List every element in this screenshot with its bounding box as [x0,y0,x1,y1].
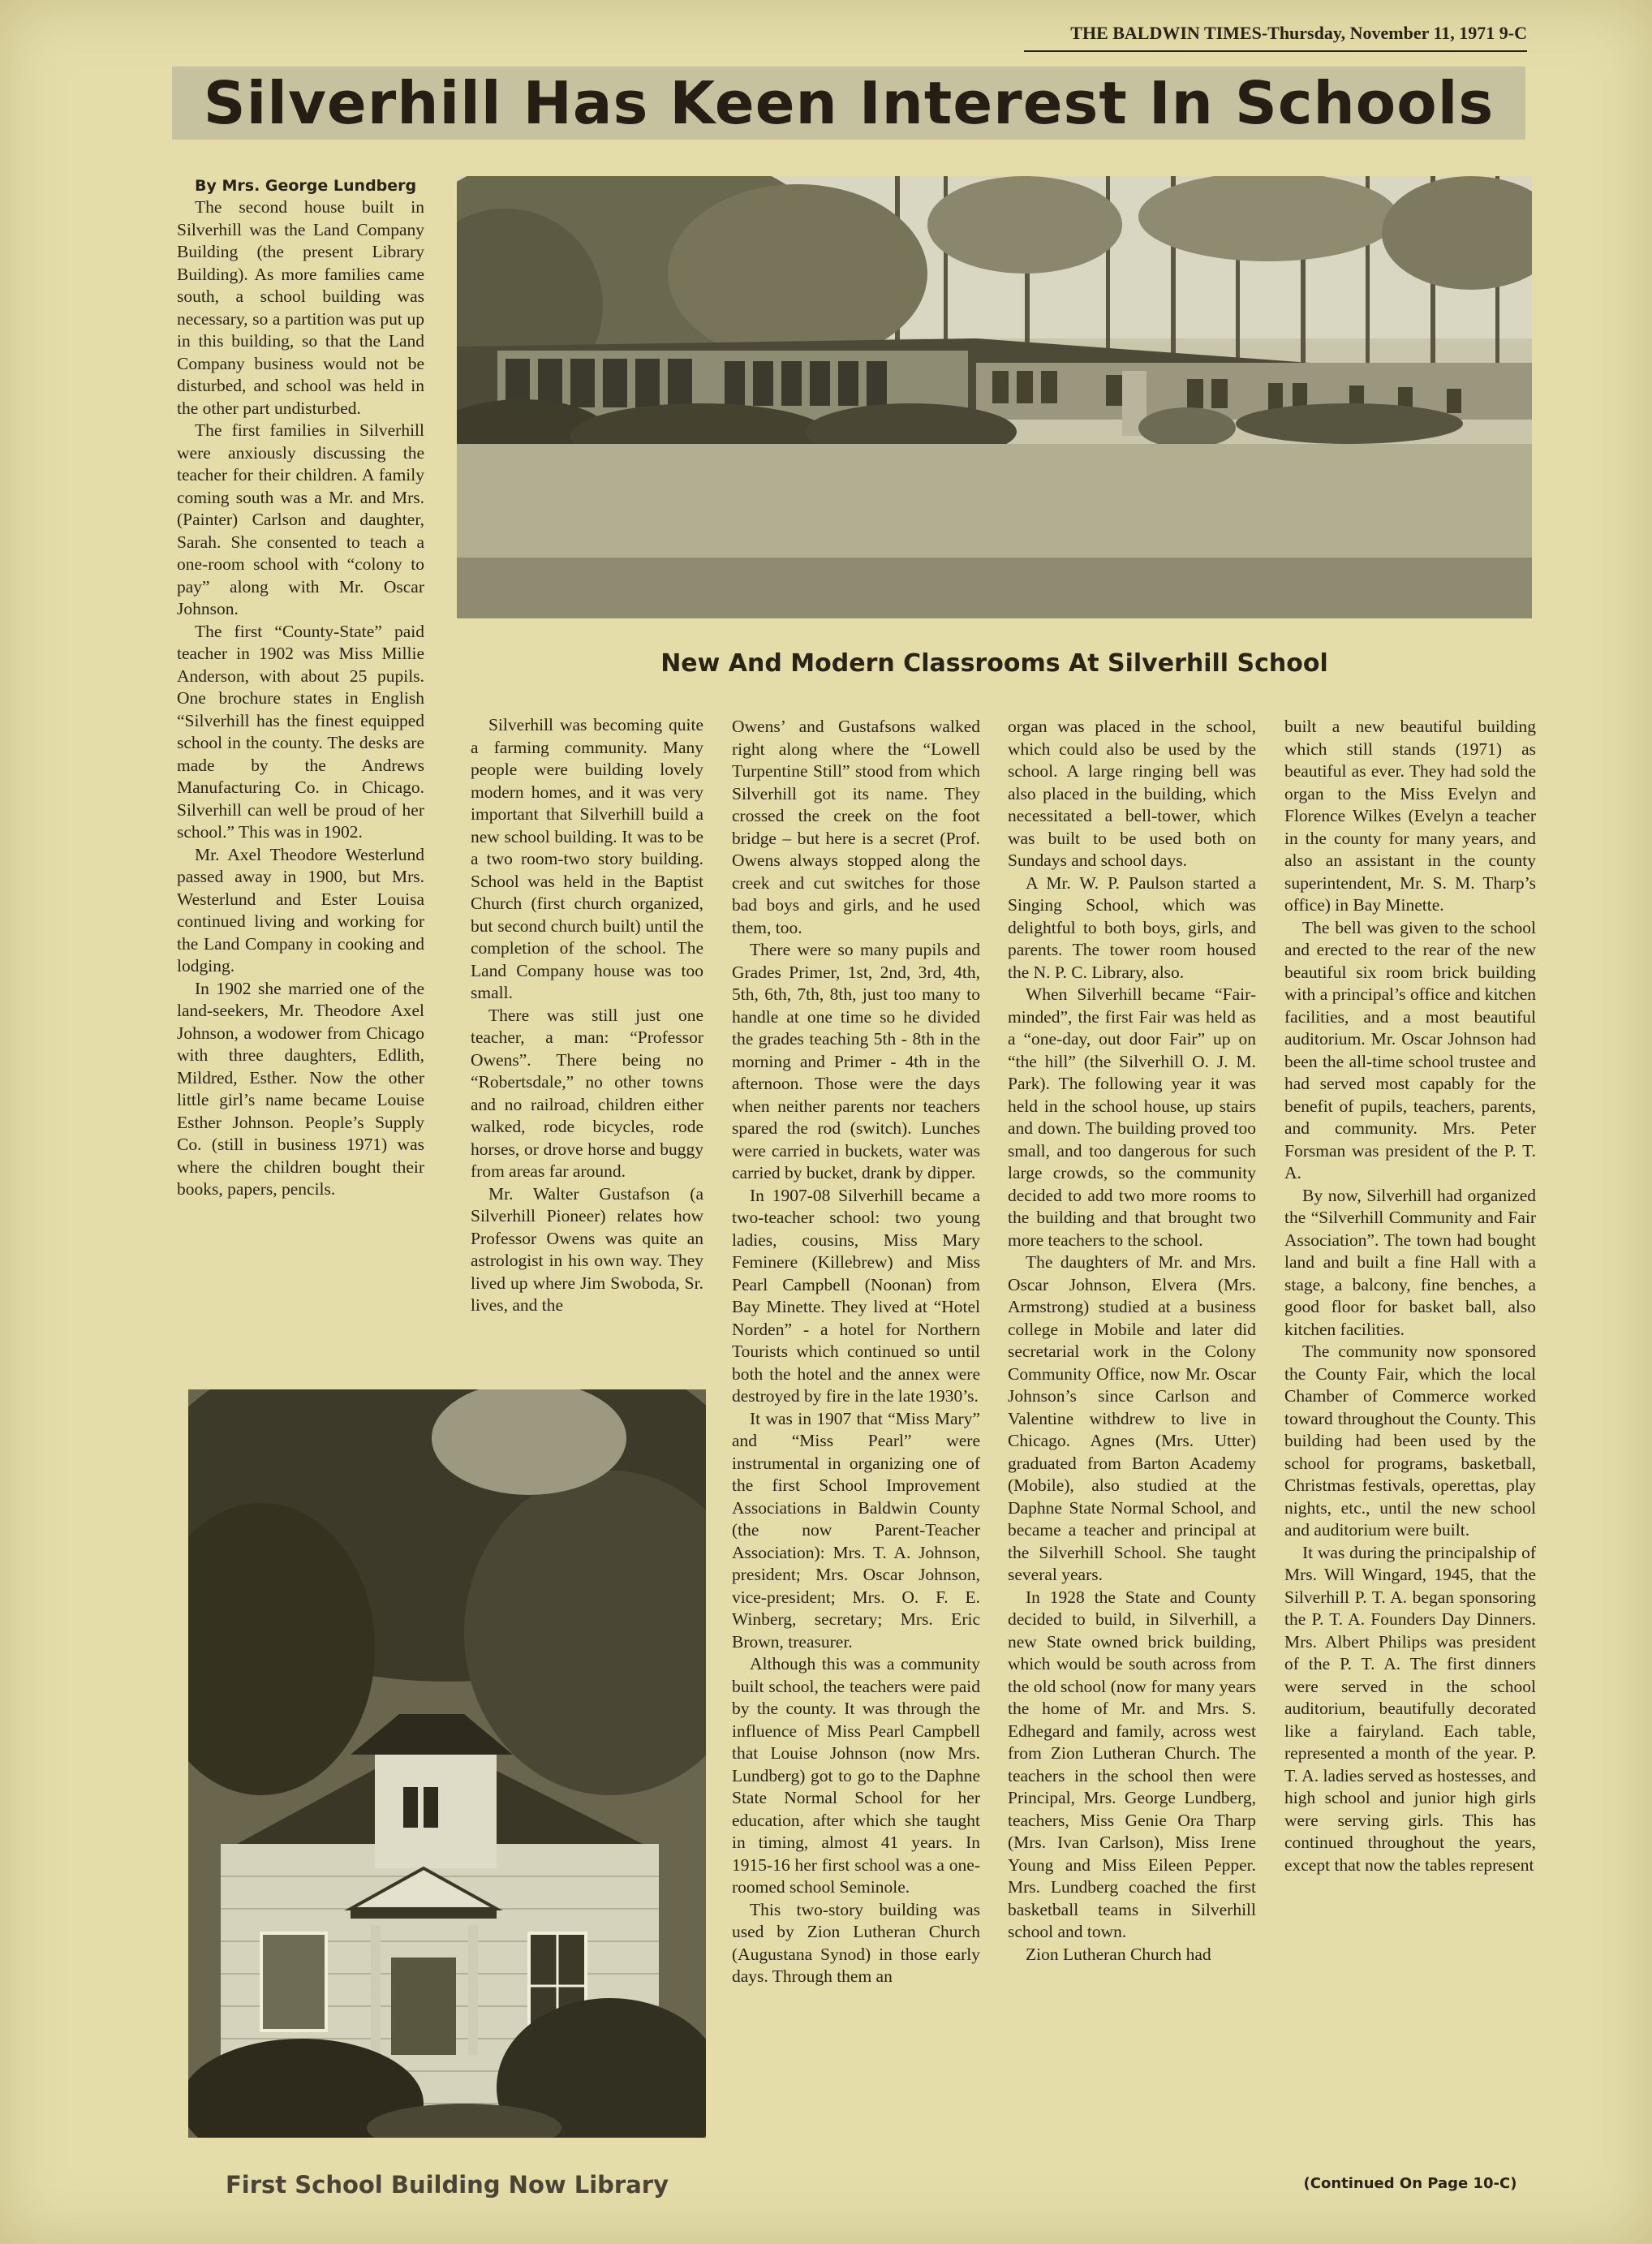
article-column-5 [1284,716,1536,2169]
paragraph: It was during the principalship of Mrs. Will Wingard, 1945, that the Silverhill P. T. A. began sponsoring the P. T. A. Founders Day Dinners. Mrs. Albert Philips was president of the P. T. A. The first dinners were served in the school auditorium, beautifully decorated like a fairyland. Each table, represented a month of the year. P. T. A. ladies served as hostesses, and high school and junior high girls were serving girls. This has continued throughout the years, except that now the tables represent [1284,1542,1536,1875]
paragraph: The first “County-State” paid teacher in 1902 was Miss Millie Anderson, with about 25 pupils. One brochure states in English “Silverhill has the finest equipped school in the county. The desks are made by the Andrews Manufacturing Co. in Chicago. Silverhill can well be proud of her school.” This was in 1902. [177,621,424,842]
article-column-2 [471,714,703,1370]
paragraph: The bell was given to the school and erected to the rear of the new beautiful six room brick building with a principal’s office and kitchen facilities, and a most beautiful auditorium. Mr. Oscar Johnson had been the all-time school trustee and had served most capably for the benefit of pupils, teachers, parents, and community. Mrs. Peter Forsman was president of the P. T. A. [1284,917,1536,1182]
paragraph: There were so many pupils and Grades Primer, 1st, 2nd, 3rd, 4th, 5th, 6th, 7th, 8th, just too many to handle at one time so he divided the grades teaching 5th - 8th in the morning and Primer - 4th in the afternoon. Those were the days when neither parents nor teachers spared the rod (switch). Lunches were carried in buckets, water was carried by bucket, drank by dipper. [732,940,980,1182]
paragraph: Owens’ and Gustafsons walked right along where the “Lowell Turpentine Still” stood from which Silverhill got its name. They crossed the creek on the foot bridge – but here is a secret (Prof. Owens always stopped along the creek and cut switches for those bad boys and girls, and he used them, too. [732,717,980,937]
classrooms-photo-caption: New And Modern Classrooms At Silverhill School [660,649,1328,678]
article-column-3 [732,716,980,2198]
paragraph: built a new beautiful building which still stands (1971) as beautiful as ever. They had sold the organ to the Miss Evelyn and Florence Wilkes (Evelyn a teacher in the county for many years, and also an assistant in the county superintendent, Mr. S. M. Tharp’s office) in Bay Minette. [1284,717,1536,915]
paragraph: Silverhill was becoming quite a farming community. Many people were building lovely modern homes, and it was very important that Silverhill build a new school building. It was to be a two room-two story building. School was held in the Baptist Church (first church organized, but second church built) until the completion of the school. The Land Company house was too small. [471,715,703,1002]
paragraph: It was in 1907 that “Miss Mary” and “Miss Pearl” were instrumental in organizing one of the first School Improvement Associations in Baldwin County (the now Parent-Teacher Association): Mrs. T. A. Johnson, president; Mrs. Oscar Johnson, vice-president; Mrs. O. F. E. Winberg, secretary; Mrs. Eric Brown, treasurer. [732,1408,980,1652]
first-school-photo [188,1389,706,2138]
first-school-photo-caption: First School Building Now Library [225,2171,669,2199]
paragraph: Zion Lutheran Church had [1026,1944,1211,1964]
paragraph: organ was placed in the school, which could also be used by the school. A large ringing bell was also placed in the building, which necessitated a bell-tower, which was built to be used both on Sundays and school days. [1008,717,1256,870]
article-column-4 [1008,716,1256,2198]
paragraph: The daughters of Mr. and Mrs. Oscar Johnson, Elvera (Mrs. Armstrong) studied at a business college in Mobile and later did secretarial work in the Colony Community Office, now Mr. Oscar Johnson’s since Carlson and Valentine withdrew to live in Chicago. Agnes (Mrs. Utter) graduated from Barton Academy (Mobile), also studied at the Daphne State Normal School, and became a teacher and principal at the Silverhill School. She taught several years. [1008,1252,1256,1584]
article-column-1 [177,196,424,1367]
paragraph: In 1907-08 Silverhill became a two-teacher school: two young ladies, cousins, Miss Mary Feminere (Killebrew) and Miss Pearl Campbell (Noonan) from Bay Minette. They lived at “Hotel Norden” - a hotel for Northern Tourists which continued so until both the hotel and the annex were destroyed by fire in the late 1930’s. [732,1185,980,1406]
byline: By Mrs. George Lundberg [195,177,417,195]
paragraph: In 1928 the State and County decided to build, in Silverhill, a new State owned brick building, which would be south across from the old school (now for many years the home of Mr. and Mrs. S. Edhegard and family, across west from Zion Lutheran Church. The teachers in the school then were Principal, Mrs. George Lundberg, teachers, Miss Genie Ora Tharp (Mrs. Ivan Carlson), Miss Irene Young and Miss Eileen Pepper. Mrs. Lundberg coached the first basketball teams in Silverhill school and town. [1008,1587,1256,1941]
paragraph: This two-story building was used by Zion Lutheran Church (Augustana Synod) in those early days. Through them an [732,1899,980,1986]
running-head: THE BALDWIN TIMES-Thursday, November 11, 1971 9-C [1024,23,1527,52]
paragraph: Although this was a community built school, the teachers were paid by the county. It was through the influence of Miss Pearl Campbell that Louise Johnson (now Mrs. Lundberg) got to go to the Daphne State Normal School for her education, after which she taught in timing, almost 41 years. In 1915-16 her first school was a one-roomed school Seminole. [732,1654,980,1897]
classrooms-photo [457,176,1532,618]
paragraph: Mr. Walter Gustafson (a Silverhill Pioneer) relates how Professor Owens was quite an astrologist in his own way. They lived up where Jim Swoboda, Sr. lives, and the [471,1183,703,1315]
paragraph: There was still just one teacher, a man: “Professor Owens”. There being no “Robertsdale,” no other towns and no railroad, children either walked, rode bicycles, rode horses, or drove horse and buggy from areas far around. [471,1005,703,1181]
paragraph: The second house built in Silverhill was the Land Company Building (the present Library Building). As more families came south, a school building was necessary, so a partition was put up in this building, so that the Land Company business would not be disturbed, and school was held in the other part undisturbed. [177,197,424,418]
paragraph: In 1902 she married one of the land-seekers, Mr. Theodore Axel Johnson, a wodower from Chicago with three daughters, Edlith, Mildred, Esther. Now the other little girl’s name became Louise Esther Johnson. People’s Supply Co. (still in business 1971) was where the children bought their books, papers, pencils. [177,978,424,1199]
paragraph: Mr. Axel Theodore Westerlund passed away in 1900, but Mrs. Westerlund and Ester Louisa continued living and working for the Land Company in cooking and lodging. [177,844,424,976]
paragraph: A Mr. W. P. Paulson started a Singing School, which was delightful to both boys, girls, and parents. The tower room housed the N. P. C. Library, also. [1008,872,1256,982]
continued-notice: (Continued On Page 10-C) [1303,2175,1517,2192]
paragraph: When Silverhill became “Fair-minded”, the first Fair was held as a “one-day, out door Fair” up on “the hill” (the Silverhill O. J. M. Park). The following year it was held in the school house, up stairs and down. The building proved too small, and too dangerous for such large crowds, so the community decided to add two more rooms to the building and that brought two more teachers to the school. [1008,984,1256,1250]
paragraph: The community now sponsored the County Fair, which the local Chamber of Commerce worked toward throughout the County. This building had been used by the school for programs, basketball, Christmas festivals, operettas, play nights, etc., until the new school and auditorium were built. [1284,1342,1536,1540]
headline: Silverhill Has Keen Interest In Schools [203,69,1495,137]
paragraph: By now, Silverhill had organized the “Silverhill Community and Fair Association”. The town had bought land and built a fine Hall with a stage, a balcony, fine benches, a good floor for basket ball, also kitchen facilities. [1284,1185,1536,1339]
paragraph: The first families in Silverhill were anxiously discussing the teacher for their children. A family coming south was a Mr. and Mrs. (Painter) Carlson and daughter, Sarah. She consented to teach a one-room school with “colony to pay” along with Mr. Oscar Johnson. [177,420,424,618]
